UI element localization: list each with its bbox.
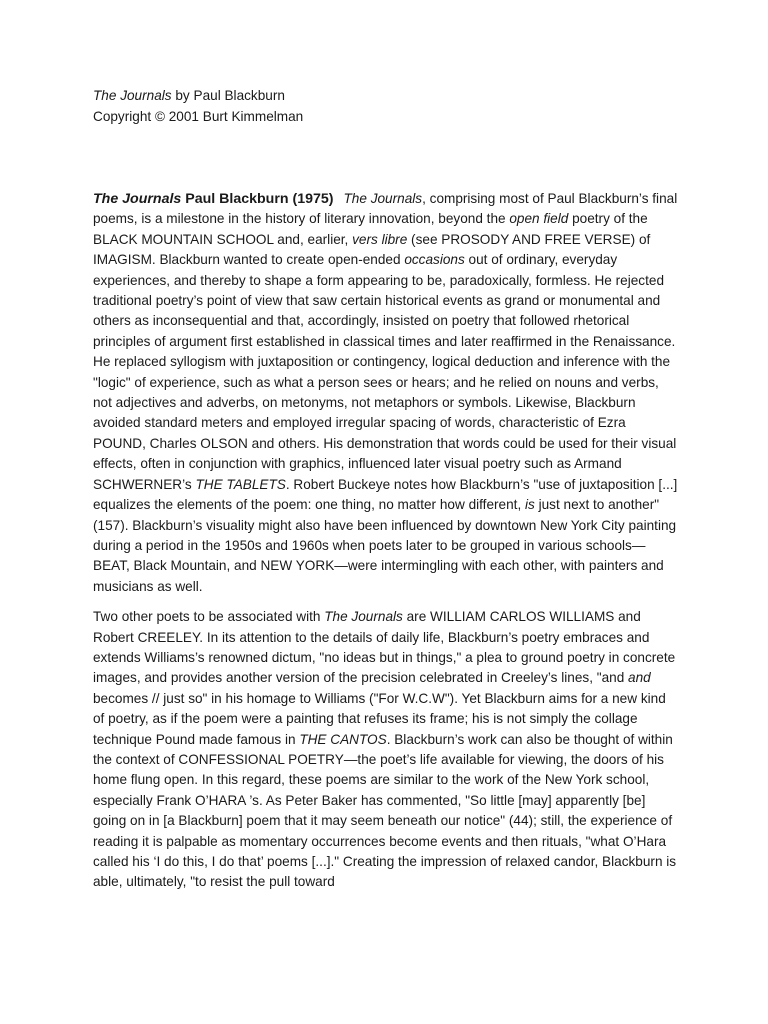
text-span: are WILLIAM CARLOS WILLIAMS and Robert CREELEY. In its attention to the details of daily life, Blackburn’s poetry embraces and extends Williams’s renowned dictum, "no ideas but in things," a plea to ground poetry in concrete images, and provides another version of the precision celebrated in Creeley’s lines, "and: [93, 609, 676, 686]
paragraph-2: [93, 607, 678, 893]
text-span: (see PROSODY AND FREE VERSE) of IMAGISM. Blackburn wanted to create open-ended: [93, 231, 651, 268]
text-span: becomes // just so" in his homage to Williams ("For W.C.W"). Yet Blackburn aims for a new kind of poetry, as if the poem were a painting that refuses its frame; his is not simply the collage technique Pound made famous in: [93, 690, 666, 747]
text-span: and: [628, 670, 651, 686]
entry-heading-italic: The Journals: [93, 191, 182, 207]
text-span: vers libre: [352, 231, 408, 247]
text-span: is: [525, 497, 535, 513]
article-body: [93, 189, 678, 893]
text-span: Two other poets to be associated with: [93, 609, 325, 625]
text-span: The Journals: [324, 609, 403, 625]
title-author: by Paul Blackburn: [171, 88, 285, 103]
text-span: . Blackburn’s work can also be thought of within the context of CONFESSIONAL POETRY—the poet’s life available for viewing, the doors of his home flung open. In this regard, these poems are similar to the work of the New York school, especially Frank O’HARA ’s. As Peter Baker has commented, "So little [may] apparently [be] going on in [a Blackburn] poem that it may seem beneath our notice" (44); still, the experience of reading it is palpable as momentary occurrences become events and then rituals, "what O’Hara called his ‘I do this, I do that’ poems [...]." Creating the impression of relaxed candor, Blackburn is able, ultimately, "to resist the pull toward: [93, 731, 677, 890]
copyright-line: Copyright © 2001 Burt Kimmelman: [93, 108, 304, 124]
text-span: open field: [509, 211, 569, 227]
document-title: [93, 86, 678, 107]
entry-heading: [93, 191, 334, 207]
text-span: out of ordinary, everyday experiences, and thereby to shape a form appearing to be, paradoxically, formless. He rejected traditional poetry’s point of view that saw certain historical events as grand or monumental and others as inconsequential and that, accordingly, insisted on poetry that followed rhetorical principles of argument first established in classical times and later reaffirmed in the Renaissance. He replaced syllogism with juxtaposition or contingency, logical deduction and inference with the "logic" of experience, such as what a person sees or hears; and he relied on nouns and verbs, not adjectives and adverbs, on metonyms, not metaphors or symbols. Likewise, Blackburn avoided standard meters and employed irregular spacing of words, characteristic of Ezra POUND, Charles OLSON and others. His demonstration that words could be used for their visual effects, often in conjunction with graphics, influenced later visual poetry such as Armand SCHWERNER’s: [93, 252, 677, 492]
text-span: just next to another" (157). Blackburn’s visuality might also have been influenced by downtown New York City painting during a period in the 1950s and 1960s when poets later to be grouped in various schools—BEAT, Black Mountain, and NEW YORK—were intermingling with each other, with painters and musicians as well.: [93, 497, 677, 594]
text-span: , comprising most of Paul Blackburn’s final poems, is a milestone in the history of literary innovation, beyond the: [93, 191, 678, 227]
text-span: THE CANTOS: [299, 731, 387, 747]
text-span: poetry of the BLACK MOUNTAIN SCHOOL and, earlier,: [93, 211, 648, 247]
text-span: occasions: [404, 252, 465, 268]
entry-heading-author: Paul Blackburn (1975): [181, 191, 334, 207]
text-span: . Robert Buckeye notes how Blackburn’s "use of juxtaposition [...] equalizes the elements of the poem: one thing, no matter how different,: [93, 476, 678, 513]
text-span: The Journals: [343, 191, 423, 206]
text-span: THE TABLETS: [195, 476, 286, 492]
title-italic: The Journals: [93, 88, 172, 103]
paragraph-1: [93, 189, 678, 597]
